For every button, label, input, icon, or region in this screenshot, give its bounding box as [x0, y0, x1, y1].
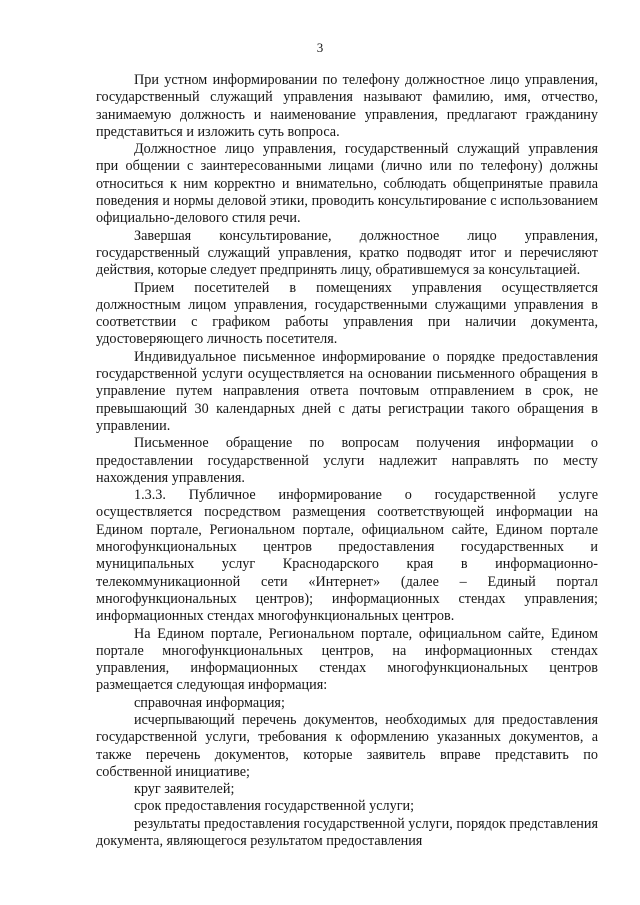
- paragraph: На Едином портале, Региональном портале, официальном сайте, Едином портале многофункциональных центров, на информационных стендах управления, информационных стендах многофункциональных центров размещается следующая информация:: [96, 625, 598, 694]
- list-item: исчерпывающий перечень документов, необходимых для предоставления государственной услуги, требования к оформлению указанных документов, а также перечень документов, которые заявитель вправе представить по собственной инициативе;: [96, 711, 598, 780]
- paragraph: Письменное обращение по вопросам получения информации о предоставлении государственной услуги надлежит направлять по месту нахождения управления.: [96, 435, 598, 486]
- paragraph: 1.3.3. Публичное информирование о государственной услуге осуществляется посредством размещения соответствующей информации на Едином портале, Региональном портале, официальном сайте, Едином портале многофункциональных центров предоставления государственных и муниципальных услуг Краснодарского края в информационно-телекоммуникационной сети «Интернет» (далее – Единый портал многофункциональных центров); информационных стендах управления; информационных стендах многофункциональных центров.: [96, 487, 598, 625]
- list-item: справочная информация;: [134, 694, 285, 711]
- paragraph: Должностное лицо управления, государственный служащий управления при общении с заинтересованными лицами (лично или по телефону) должны относиться к ним корректно и внимательно, соблюдать общепринятые правила поведения и нормы деловой этики, проводить консультирование с использованием официально-делового стиля речи.: [96, 141, 598, 227]
- list-item: результаты предоставления государственной услуги, порядок представления документа, являющегося результатом предоставления: [96, 815, 598, 850]
- list-item: круг заявителей;: [134, 781, 235, 798]
- document-body: [96, 72, 598, 850]
- paragraph: Индивидуальное письменное информирование о порядке предоставления государственной услуги осуществляется на основании письменного обращения в управление путем направления ответа почтовым отправлением в срок, не превышающий 30 календарных дней с даты регистрации такого обращения в управлении.: [96, 348, 598, 434]
- paragraph: Завершая консультирование, должностное лицо управления, государственный служащий управления, кратко подводят итог и перечисляют действия, которые следует предпринять лицу, обратившемуся за консультацией.: [96, 227, 598, 279]
- page-number: 3: [316, 40, 324, 55]
- list-item: срок предоставления государственной услуги;: [134, 798, 415, 815]
- paragraph: Прием посетителей в помещениях управления осуществляется должностным лицом управления, государственными служащими управления в соответствии с графиком работы управления при наличии документа, удостоверяющего личность посетителя.: [96, 279, 598, 348]
- paragraph: При устном информировании по телефону должностное лицо управления, государственный служащий управления называют фамилию, имя, отчество, занимаемую должность и наименование управления, предлагают гражданину представиться и изложить суть вопроса.: [96, 72, 598, 140]
